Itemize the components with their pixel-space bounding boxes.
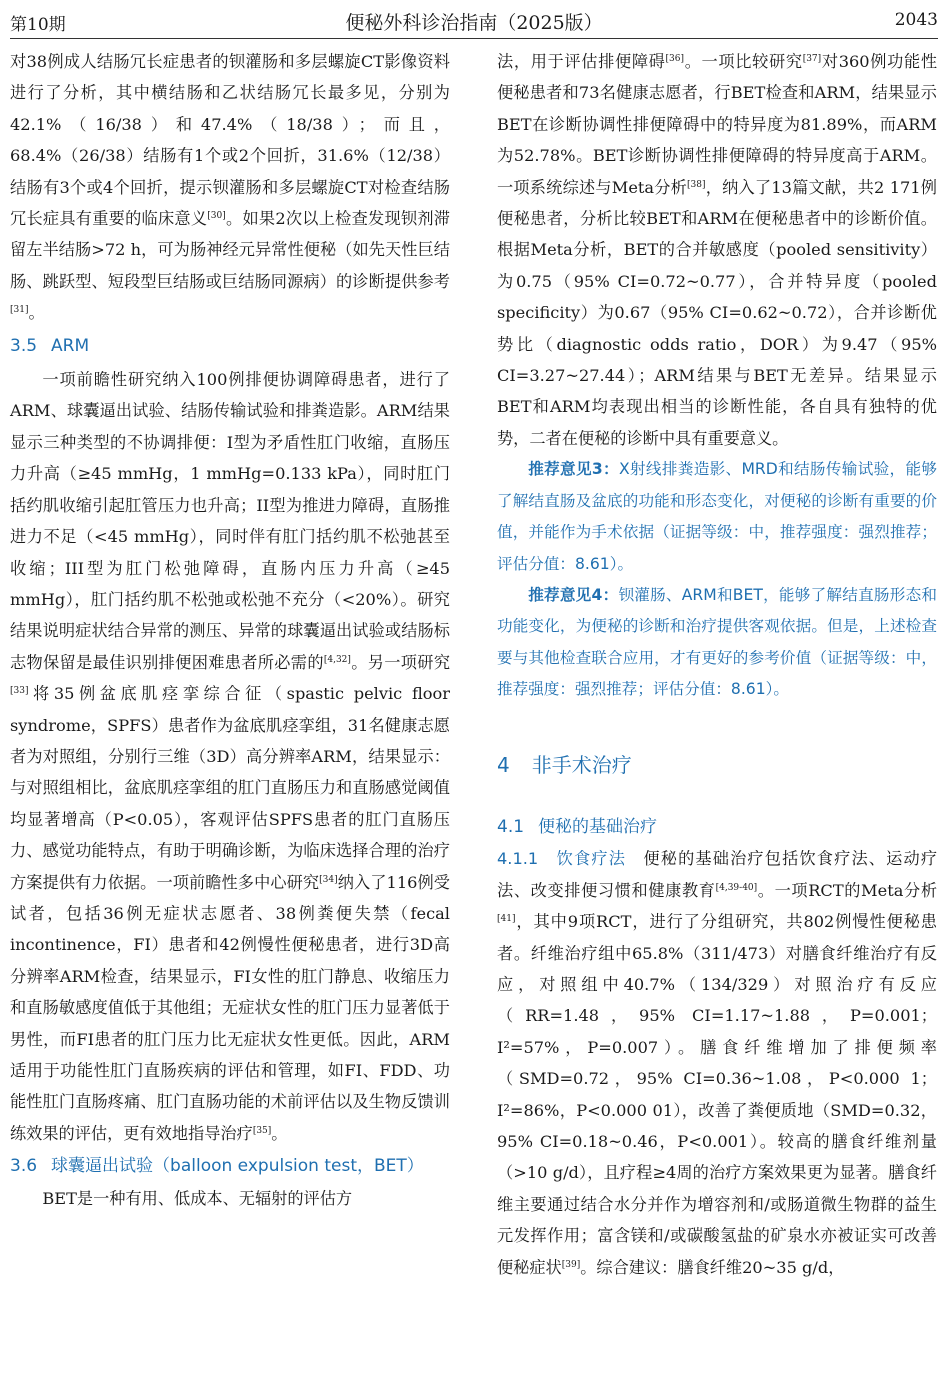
section-heading-4-1: 4.1 便秘的基础治疗 xyxy=(497,816,658,837)
citation: [37] xyxy=(802,54,822,64)
journal-title: 便秘外科诊治指南（2025版） xyxy=(345,12,603,34)
issue-number: 第10期 xyxy=(10,15,66,35)
citation: [36] xyxy=(665,54,685,64)
citation: [38] xyxy=(687,179,706,190)
section-heading-4: 4 非手术治疗 xyxy=(497,752,632,777)
citation: [31] xyxy=(10,305,29,316)
left-column xyxy=(10,46,450,1214)
section-heading-3-6: 3.6 球囊逼出试验（balloon expulsion test，BET） xyxy=(10,1156,424,1177)
header-rule xyxy=(10,38,938,39)
paragraph: 4.1.1 饮食疗法 便秘的基础治疗包括饮食疗法、运动疗法、改变排便习惯和健康教育[4,39-40]。一项RCT的Meta分析[41]，其中9项RCT，进行了分组研究，共802例慢性便秘患者。纤维治疗组中65.8%（311/473）对膳食纤维治疗有反应，对照组中40.7%（134/329）对照治疗有反应（RR=1.48，95% CI=1.17~1.88，P=0.001；I²=57%，P=0.007）。膳食纤维增加了排便频率（SMD=0.72，95% CI=0.36~1.08，P<0.000 1；I²=86%，P<0.000 01），改善了粪便质地（SMD=0.32，95% CI=0.18~0.46，P<0.001）。较高的膳食纤维剂量（>10 g/d），且疗程≥4周的治疗方案效果更为显著。膳食纤维主要通过结合水分并作为增容剂和/或肠道微生物群的益生元发挥作用；富含镁和/或碳酸氢盐的矿泉水亦被证实可改善便秘症状[39]。综合建议：膳食纤维20~35 g/d， xyxy=(497,849,938,1277)
page-number: 2043 xyxy=(894,10,938,30)
paragraph: 对38例成人结肠冗长症患者的钡灌肠和多层螺旋CT影像资料进行了分析，其中横结肠和乙状结肠冗长最多见，分别为42.1%（16/38）和47.4%（18/38）；而且，68.4%（26/38）结肠有1个或2个回折，31.6%（12/38）结肠有3个或4个回折，提示钡灌肠和多层螺旋CT对检查结肠冗长症具有重要的临床意义[30]。如果2次以上检查发现钡剂滞留左半结肠>72 h，可为肠神经元异常性便秘（如先天性巨结肠、跳跃型、短段型巨结肠或巨结肠同源病）的诊断提供参考[31]。 xyxy=(10,52,450,323)
paragraph: 一项前瞻性研究纳入100例排便协调障碍患者，进行了ARM、球囊逼出试验、结肠传输试验和排粪造影。ARM结果显示三种类型的不协调排便：I型为矛盾性肛门收缩，直肠压力升高（≥45 mmHg，1 mmHg=0.133 kPa），同时肛门括约肌收缩引起肛管压力也升高；II型为推进力障碍，直肠推进力不足（<45 mmHg），同时伴有肛门括约肌不松弛甚至收缩；III型为肛门松弛障碍，直肠内压力升高（≥45 mmHg），肛门括约肌不松弛或松弛不充分（<20%）。研究结果说明症状结合异常的测压、异常的球囊逼出试验或结肠标志物保留是最佳识别排便困难患者所必需的[4,32]。另一项研究[33]将35例盆底肌痉挛综合征（spastic pelvic floor syndrome，SPFS）患者作为盆底肌痉挛组，31名健康志愿者为对照组，分别行三维（3D）高分辨率ARM，结果显示：与对照组相比，盆底肌痉挛组的肛门直肠压力和直肠感觉阈值均显著增高（P<0.05），客观评估SPFS患者的肛门直肠压力、感觉功能特点，有助于明确诊断，为临床选择合理的治疗方案提供有力依据。一项前瞻性多中心研究[34]纳入了116例受试者，包括36例无症状志愿者、38例粪便失禁（fecal incontinence，FI）患者和42例慢性便秘患者，进行3D高分辨率ARM检查，结果显示，FI女性的肛门静息、收缩压力和直肠敏感度值低于其他组；无症状女性的肛门压力显著低于男性，而FI患者的肛门压力比无症状女性更低。因此，ARM适用于功能性肛门直肠疾病的评估和管理，如FI、FDD、功能性肛门直肠疼痛、肛门直肠功能的术前评估以及生物反馈训练效果的评估，更有效地指导治疗[35]。 xyxy=(10,370,451,1143)
paragraph: BET是一种有用、低成本、无辐射的评估方 xyxy=(42,1188,353,1208)
running-header xyxy=(10,8,938,38)
citation: [33] xyxy=(10,686,29,697)
section-heading-3-5: 3.5 ARM xyxy=(10,335,90,356)
citation: [4,32] xyxy=(323,654,351,665)
citation: [30] xyxy=(207,211,226,222)
citation: [35] xyxy=(252,1125,272,1136)
recommendation-3: 推荐意见3：X射线排粪造影、MRD和结肠传输试验，能够了解结直肠及盆底的功能和形态变化，对便秘的诊断有重要的价值，并能作为手术依据（证据等级：中，推荐强度：强烈推荐；评估分值：8.61）。 xyxy=(497,460,937,573)
citation: [34] xyxy=(319,874,338,885)
citation: [4,39-40] xyxy=(715,882,758,893)
paragraph: 法，用于评估排便障碍[36]。一项比较研究[37]对360例功能性便秘患者和73名健康志愿者，行BET检查和ARM，结果显示BET在诊断协调性排便障碍中的特异度为81.89%，而ARM为52.78%。BET诊断协调性排便障碍的特异度高于ARM。一项系统综述与Meta分析[38]，纳入了13篇文献，共2 171例便秘患者，分析比较BET和ARM在便秘患者中的诊断价值。根据Meta分析，BET的合并敏感度（pooled sensitivity）为0.75（95% CI=0.72~0.77），合并特异度（pooled specificity）为0.67（95% CI=0.62~0.72），合并诊断优势比（diagnostic odds ratio，DOR）为9.47（95% CI=3.27~27.44）；ARM结果与BET无差异。结果显示BET和ARM均表现出相当的诊断性能，各自具有独特的优势，二者在便秘的诊断中具有重要意义。 xyxy=(497,52,938,448)
citation: [39] xyxy=(561,1259,581,1270)
right-column xyxy=(497,46,937,1283)
citation: [41] xyxy=(497,914,516,925)
subsection-heading-4-1-1: 4.1.1 饮食疗法 xyxy=(497,849,627,869)
recommendation-4: 推荐意见4：钡灌肠、ARM和BET，能够了解结直肠形态和功能变化，为便秘的诊断和治疗提供客观依据。但是，上述检查要与其他检查联合应用，才有更好的参考价值（证据等级：中，推荐强度：强烈推荐；评估分值：8.61）。 xyxy=(497,585,937,699)
